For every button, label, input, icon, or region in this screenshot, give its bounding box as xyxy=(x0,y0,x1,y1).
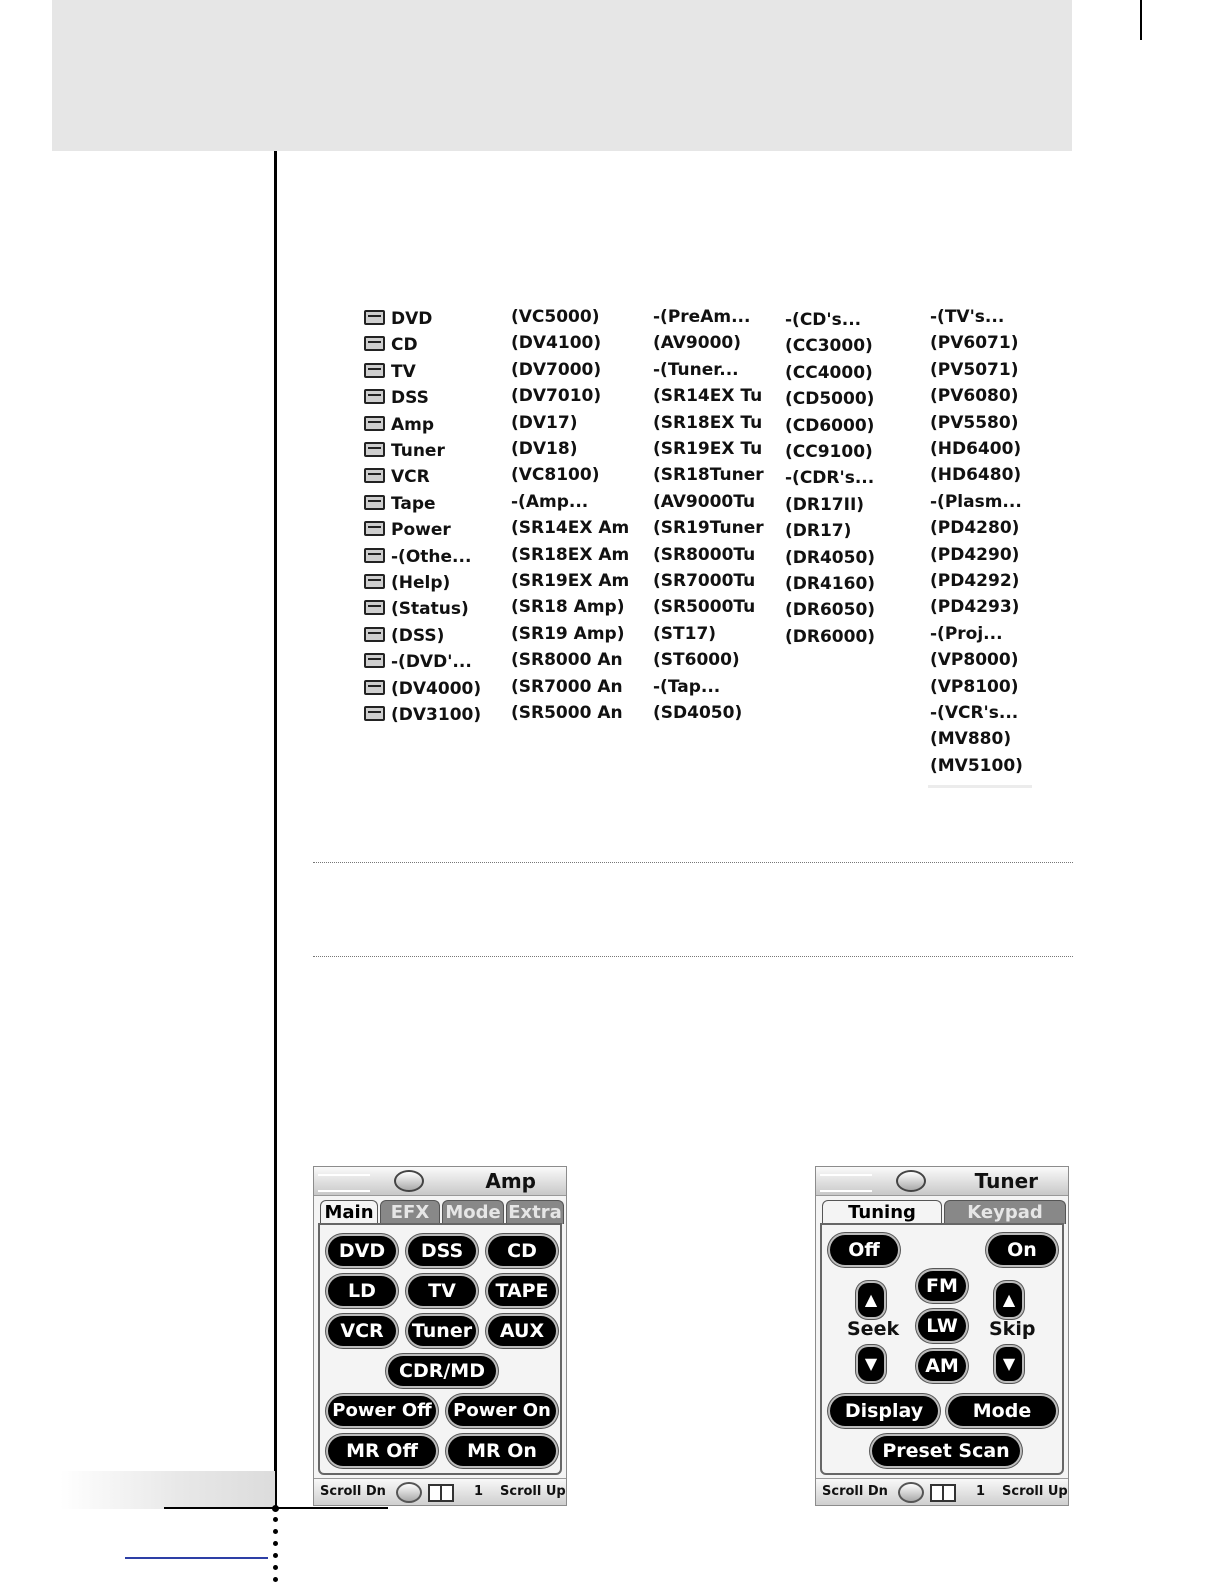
tree-item[interactable] xyxy=(364,596,474,622)
vcr-button[interactable]: VCR xyxy=(328,1316,396,1346)
tree-item-label: -(TV's... xyxy=(930,307,1005,327)
tree-item-label: (VP8000) xyxy=(930,650,1019,671)
tree-item[interactable] xyxy=(653,436,763,462)
tree-item[interactable] xyxy=(364,385,474,411)
tree-item-label: -(Tuner... xyxy=(653,359,739,380)
tree-item[interactable] xyxy=(653,568,757,594)
device-icon xyxy=(364,600,385,615)
scroll-down-button[interactable]: Scroll Dn xyxy=(822,1484,888,1499)
tree-item[interactable] xyxy=(511,357,615,383)
tree-item[interactable] xyxy=(785,545,875,571)
tuner-screen xyxy=(815,1166,1069,1506)
tree-item-label: (MV880) xyxy=(930,729,1012,750)
ld-button[interactable]: LD xyxy=(328,1276,396,1306)
tree-item-label: -(CD's... xyxy=(785,310,862,330)
tree-item-label: (DV18) xyxy=(511,439,578,459)
tree-item[interactable] xyxy=(511,383,615,409)
tree-item-label: (SR18EX Am xyxy=(511,544,630,565)
tree-item[interactable] xyxy=(364,359,474,385)
tree-item-label: -(Amp... xyxy=(511,491,589,512)
tree-item[interactable] xyxy=(930,462,1026,488)
dotted-leader xyxy=(273,1517,278,1589)
tree-item[interactable] xyxy=(364,623,474,649)
preset-scan-button[interactable]: Preset Scan xyxy=(872,1436,1020,1466)
tree-item[interactable] xyxy=(930,410,1026,436)
tree-item-label: (DR6050) xyxy=(785,600,876,621)
scroll-down-button[interactable]: Scroll Dn xyxy=(320,1484,386,1499)
tree-item[interactable] xyxy=(511,621,625,647)
tree-item-label: (Status) xyxy=(391,599,469,620)
book-icon[interactable] xyxy=(930,1484,956,1502)
tree-item-label: -(Tap... xyxy=(653,676,721,697)
tree-item-label: (CD6000) xyxy=(785,415,875,436)
tree-item-label: Amp xyxy=(391,414,435,435)
tree-item[interactable] xyxy=(785,492,875,518)
device-icon xyxy=(364,627,385,642)
tree-item-label: (PV5580) xyxy=(930,412,1019,433)
grip-icon xyxy=(820,1174,872,1192)
home-oval-icon[interactable] xyxy=(396,1482,422,1503)
tree-item[interactable] xyxy=(785,465,875,491)
tree-item-label: (ST17) xyxy=(653,623,717,644)
tree-item[interactable] xyxy=(653,383,763,409)
tree-item[interactable] xyxy=(653,489,757,515)
tree-item-label: (CC4000) xyxy=(785,362,873,383)
tree-item[interactable] xyxy=(930,568,1026,594)
home-oval-icon[interactable] xyxy=(898,1482,924,1503)
tree-item-label: (PD4292) xyxy=(930,571,1020,591)
mr-on-button[interactable]: MR On xyxy=(448,1436,556,1466)
tree-item[interactable] xyxy=(785,571,875,597)
tab-extra[interactable]: Extra xyxy=(506,1200,564,1224)
aux-button[interactable]: AUX xyxy=(488,1316,556,1346)
tree-item[interactable] xyxy=(930,357,1026,383)
tree-item[interactable] xyxy=(930,753,1026,779)
device-icon xyxy=(364,706,385,721)
cdr-md-button[interactable]: CDR/MD xyxy=(388,1356,496,1386)
tree-item-label: (DV4100) xyxy=(511,333,602,354)
tree-item-label: (DR6000) xyxy=(785,626,876,647)
dotted-divider-top xyxy=(313,862,1073,863)
tree-item-label: (DV3100) xyxy=(391,705,482,725)
tree-item[interactable] xyxy=(364,702,482,728)
tree-item-label: (VC5000) xyxy=(511,307,600,327)
grip-icon xyxy=(318,1174,370,1192)
tree-item[interactable] xyxy=(364,464,474,490)
device-icon xyxy=(364,574,385,589)
tree-item[interactable] xyxy=(785,597,875,623)
tree-item[interactable] xyxy=(930,383,1026,409)
device-icon xyxy=(364,310,385,325)
off-button[interactable]: Off xyxy=(830,1235,898,1265)
tree-item-label: (PV5071) xyxy=(930,359,1019,380)
home-oval-icon[interactable] xyxy=(394,1170,424,1192)
tree-item-label: (DV4000) xyxy=(391,678,482,699)
fm-button[interactable]: FM xyxy=(918,1271,966,1301)
tree-item-label: (DSS) xyxy=(391,625,445,646)
tree-item-label: (SR8000 An xyxy=(511,650,623,671)
am-button[interactable]: AM xyxy=(918,1351,966,1381)
tree-item-label: (SR19EX Tu xyxy=(653,439,763,459)
tree-item[interactable] xyxy=(930,542,1026,568)
tree-item[interactable] xyxy=(930,330,1026,356)
tree-item-label: (CC9100) xyxy=(785,442,873,462)
tree-item[interactable] xyxy=(785,439,875,465)
tv-button[interactable]: TV xyxy=(408,1276,476,1306)
dvd-button[interactable]: DVD xyxy=(328,1236,396,1266)
amp-bottombar xyxy=(314,1478,566,1505)
tree-item[interactable] xyxy=(653,542,757,568)
tree-item-label: (SR18EX Tu xyxy=(653,412,763,433)
device-icon xyxy=(364,495,385,510)
device-icon xyxy=(364,548,385,563)
tab-efx[interactable]: EFX xyxy=(380,1200,440,1224)
tree-item-label: DSS xyxy=(391,388,429,409)
tree-item-label: (SR19Tuner xyxy=(653,518,764,539)
tree-item[interactable] xyxy=(785,360,875,386)
scroll-up-button[interactable]: Scroll Up xyxy=(1002,1484,1068,1499)
tree-item[interactable] xyxy=(511,436,615,462)
tree-item[interactable] xyxy=(653,700,757,726)
device-icon xyxy=(364,521,385,536)
device-icon xyxy=(364,653,385,668)
book-icon[interactable] xyxy=(428,1484,454,1502)
cd-button[interactable]: CD xyxy=(488,1236,556,1266)
footer-link-rule xyxy=(125,1557,268,1559)
tree-item-label: (DR17) xyxy=(785,521,852,542)
tree-item[interactable] xyxy=(364,491,474,517)
mode-button[interactable]: Mode xyxy=(948,1396,1056,1426)
tree-item[interactable] xyxy=(511,568,630,594)
tree-item-label: (SR5000 An xyxy=(511,703,623,723)
tree-item-label: (VP8100) xyxy=(930,676,1019,697)
tree-item[interactable] xyxy=(511,700,623,726)
amp-titlebar xyxy=(314,1167,566,1196)
tab-mode[interactable]: Mode xyxy=(442,1200,504,1224)
tree-item-label: -(Plasm... xyxy=(930,491,1022,512)
tuner-tabs xyxy=(820,1200,1064,1224)
tree-item-label: (HD6480) xyxy=(930,465,1022,486)
dotted-divider-bottom xyxy=(313,956,1073,957)
tree-item[interactable] xyxy=(653,410,763,436)
seek-down-icon[interactable]: ▼ xyxy=(858,1347,884,1381)
tree-item[interactable] xyxy=(930,726,1026,752)
tree-item[interactable] xyxy=(364,649,474,675)
scroll-up-button[interactable]: Scroll Up xyxy=(500,1484,566,1499)
device-icon xyxy=(364,336,385,351)
tree-item-label: CD xyxy=(391,335,418,356)
mr-off-button[interactable]: MR Off xyxy=(328,1436,436,1466)
tree-item[interactable] xyxy=(511,515,630,541)
tree-item[interactable] xyxy=(364,412,474,438)
tree-item-label: (SR19 Amp) xyxy=(511,623,625,644)
tree-item[interactable] xyxy=(653,357,757,383)
tree-item-label: (DV17) xyxy=(511,412,578,433)
tree-item-label: (SR8000Tu xyxy=(653,544,756,565)
tree-item-label: Power xyxy=(391,520,451,541)
tree-item-label: -(PreAm... xyxy=(653,307,751,327)
tree-item-label: Tape xyxy=(391,493,436,514)
tree-item-label: (PD4290) xyxy=(930,544,1020,565)
on-button[interactable]: On xyxy=(988,1235,1056,1265)
tree-item-label: (Help) xyxy=(391,573,451,593)
tuner-titlebar xyxy=(816,1167,1068,1196)
tree-item[interactable] xyxy=(364,676,482,702)
tree-item-label: (VC8100) xyxy=(511,465,600,486)
tree-item[interactable] xyxy=(364,306,474,332)
tree-item-label: -(Othe... xyxy=(391,546,472,567)
tree-item[interactable] xyxy=(930,700,1026,726)
tuner-button[interactable]: Tuner xyxy=(408,1316,476,1346)
tree-item[interactable] xyxy=(511,330,615,356)
tree-item-label: (SR19EX Am xyxy=(511,571,630,591)
tree-item-label: (AV9000Tu xyxy=(653,491,756,512)
tree-item[interactable] xyxy=(930,621,1026,647)
tree-item[interactable] xyxy=(511,594,625,620)
device-icon xyxy=(364,416,385,431)
tree-item[interactable] xyxy=(653,594,757,620)
tree-item-label: (PV6071) xyxy=(930,333,1019,354)
tree-item[interactable] xyxy=(653,647,757,673)
tree-item[interactable] xyxy=(785,307,875,333)
power-off-button[interactable]: Power Off xyxy=(328,1396,436,1426)
tree-item-label: (CC3000) xyxy=(785,336,873,357)
tree-item[interactable] xyxy=(785,386,875,412)
tree-item-label: -(VCR's... xyxy=(930,703,1019,723)
device-icon xyxy=(364,389,385,404)
tree-item[interactable] xyxy=(930,674,1026,700)
tab-tuning[interactable]: Tuning xyxy=(822,1200,942,1224)
tree-item[interactable] xyxy=(930,594,1026,620)
tree-item[interactable] xyxy=(653,462,764,488)
lw-button[interactable]: LW xyxy=(918,1311,966,1341)
tree-item-label: (HD6400) xyxy=(930,439,1022,459)
tree-item[interactable] xyxy=(511,647,623,673)
tree-item-label: Tuner xyxy=(391,441,445,461)
home-oval-icon[interactable] xyxy=(896,1170,926,1192)
header-band xyxy=(52,0,1072,151)
device-icon xyxy=(364,468,385,483)
skip-label: Skip xyxy=(989,1318,1036,1340)
amp-screen xyxy=(313,1166,567,1506)
tree-item[interactable] xyxy=(785,413,875,439)
tree-item-label: (SD4050) xyxy=(653,703,743,723)
device-icon xyxy=(364,363,385,378)
footer-fade xyxy=(60,1471,275,1509)
tree-item-label: (SR7000Tu xyxy=(653,571,756,591)
tree-item-label: (SR5000Tu xyxy=(653,597,756,618)
tree-item[interactable] xyxy=(511,674,623,700)
tree-item-label: VCR xyxy=(391,467,430,488)
tree-item-label: (SR18 Amp) xyxy=(511,597,625,618)
tree-item[interactable] xyxy=(653,621,757,647)
tree-item[interactable] xyxy=(930,436,1026,462)
device-icon xyxy=(364,680,385,695)
tree-item-label: (SR18Tuner xyxy=(653,465,764,486)
page-number: 1 xyxy=(474,1484,484,1499)
tree-item[interactable] xyxy=(364,570,474,596)
tree-item[interactable] xyxy=(785,333,875,359)
tab-keypad[interactable]: Keypad xyxy=(944,1200,1066,1224)
page-number: 1 xyxy=(976,1484,986,1499)
tree-item-label: (SR14EX Tu xyxy=(653,386,763,407)
tree-item-label: (PD4293) xyxy=(930,597,1020,618)
tree-item[interactable] xyxy=(930,647,1026,673)
tree-item[interactable] xyxy=(511,462,615,488)
amp-tabs xyxy=(318,1200,562,1224)
tree-item[interactable] xyxy=(364,517,474,543)
tree-item-label: (PV6080) xyxy=(930,386,1019,407)
tree-item-label: (DR4050) xyxy=(785,547,876,568)
power-on-button[interactable]: Power On xyxy=(448,1396,556,1426)
skip-up-icon[interactable]: ▲ xyxy=(996,1283,1022,1317)
dss-button[interactable]: DSS xyxy=(408,1236,476,1266)
amp-title: Amp xyxy=(485,1169,536,1193)
tree-shadow xyxy=(928,785,1032,788)
tree-item-label: DVD xyxy=(391,309,433,329)
tree-item[interactable] xyxy=(785,624,875,650)
tree-item[interactable] xyxy=(930,304,1026,330)
tree-item[interactable] xyxy=(653,330,757,356)
tree-item[interactable] xyxy=(930,515,1026,541)
seek-up-icon[interactable]: ▲ xyxy=(858,1283,884,1317)
footer-dot xyxy=(272,1505,279,1512)
tree-item-label: TV xyxy=(391,361,416,382)
tree-item-label: (MV5100) xyxy=(930,755,1023,776)
tree-item[interactable] xyxy=(364,438,474,464)
tree-item-label: (CD5000) xyxy=(785,389,875,410)
tree-item[interactable] xyxy=(785,518,875,544)
tree-item[interactable] xyxy=(511,410,615,436)
tree-item-label: (AV9000) xyxy=(653,333,742,354)
tuner-bottombar xyxy=(816,1478,1068,1505)
tab-main[interactable]: Main xyxy=(320,1200,378,1224)
tuner-title: Tuner xyxy=(974,1169,1038,1193)
margin-rule xyxy=(274,151,277,1508)
tree-item[interactable] xyxy=(364,544,474,570)
tree-item-label: (ST6000) xyxy=(653,650,740,671)
tree-item-label: -(DVD'... xyxy=(391,652,472,673)
tree-item-label: -(Proj... xyxy=(930,623,1003,644)
tree-item[interactable] xyxy=(653,304,757,330)
tree-item[interactable] xyxy=(511,304,615,330)
tree-item-label: (DR17II) xyxy=(785,494,865,515)
tree-item[interactable] xyxy=(653,515,764,541)
tree-item-label: (DV7000) xyxy=(511,359,602,380)
tree-item[interactable] xyxy=(930,489,1026,515)
tree-item-label: (SR14EX Am xyxy=(511,518,630,539)
tree-item-label: (DR4160) xyxy=(785,574,876,594)
page-edge-line xyxy=(1140,0,1142,40)
tree-item-label: (SR7000 An xyxy=(511,676,623,697)
tree-item-label: (DV7010) xyxy=(511,386,602,407)
seek-label: Seek xyxy=(847,1318,900,1340)
display-button[interactable]: Display xyxy=(830,1396,938,1426)
tree-item[interactable] xyxy=(653,674,757,700)
tree-item[interactable] xyxy=(511,489,615,515)
tree-item[interactable] xyxy=(364,332,474,358)
skip-down-icon[interactable]: ▼ xyxy=(996,1347,1022,1381)
tree-item[interactable] xyxy=(511,542,630,568)
tree-item-label: (PD4280) xyxy=(930,518,1020,539)
tree-item-label: -(CDR's... xyxy=(785,468,875,489)
device-icon xyxy=(364,442,385,457)
tape-button[interactable]: TAPE xyxy=(488,1276,556,1306)
